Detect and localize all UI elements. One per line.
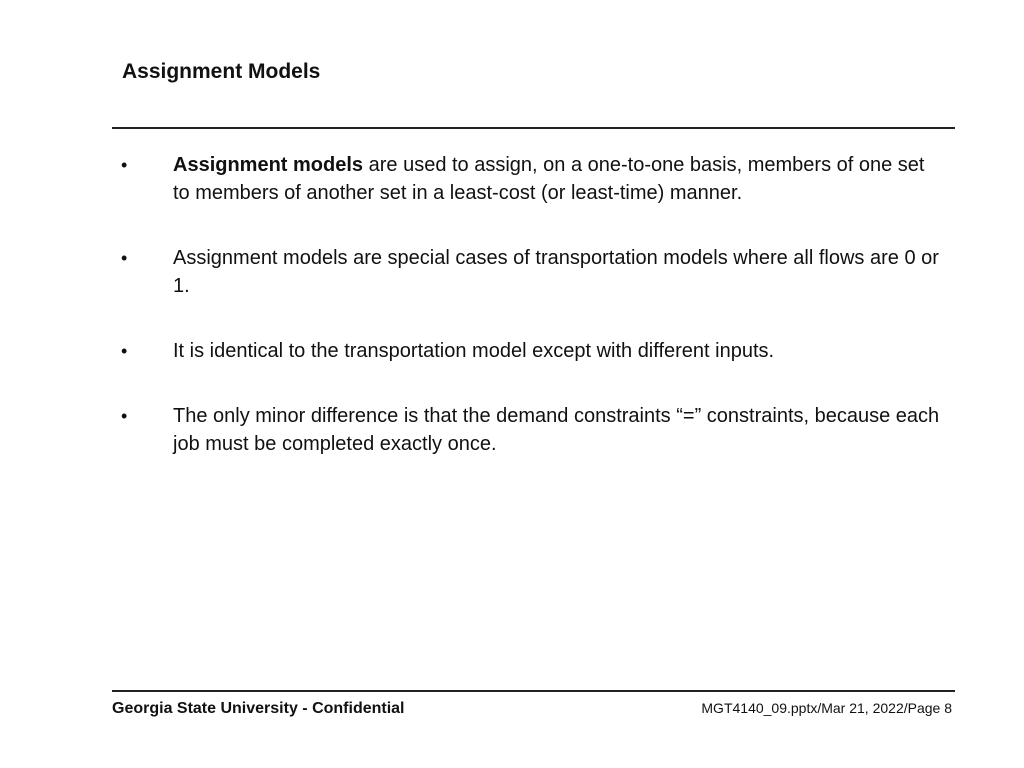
bullet-item: [112, 244, 942, 300]
bullet-item: [112, 402, 942, 458]
bullet-text: The only minor difference is that the demand constraints “=” constraints, because each job must be completed exactly once.: [173, 405, 940, 455]
bullet-icon: •: [121, 248, 128, 268]
footer-file-info: MGT4140_09.pptx/Mar 21, 2022/Page 8: [701, 700, 952, 716]
bullet-bold-term: Assignment models: [173, 154, 364, 176]
bullet-text: It is identical to the transportation model except with different inputs.: [173, 340, 775, 362]
bullet-icon: •: [121, 155, 128, 175]
bullet-icon: •: [121, 406, 128, 426]
bullet-text: Assignment models are special cases of transportation models where all flows are 0 or 1.: [173, 247, 939, 297]
title-divider: [112, 127, 955, 129]
bullet-item: [112, 337, 942, 365]
bullet-text: are used to assign, on a one-to-one basis, members of one set to members of another set in a least-cost (or least-time) manner.: [173, 154, 925, 204]
bullet-item: [112, 151, 942, 207]
bullet-list: [112, 151, 942, 495]
footer-organization: Georgia State University - Confidential: [112, 700, 405, 717]
slide-title: Assignment Models: [122, 60, 321, 83]
footer-divider: [112, 690, 955, 692]
bullet-icon: •: [121, 341, 128, 361]
